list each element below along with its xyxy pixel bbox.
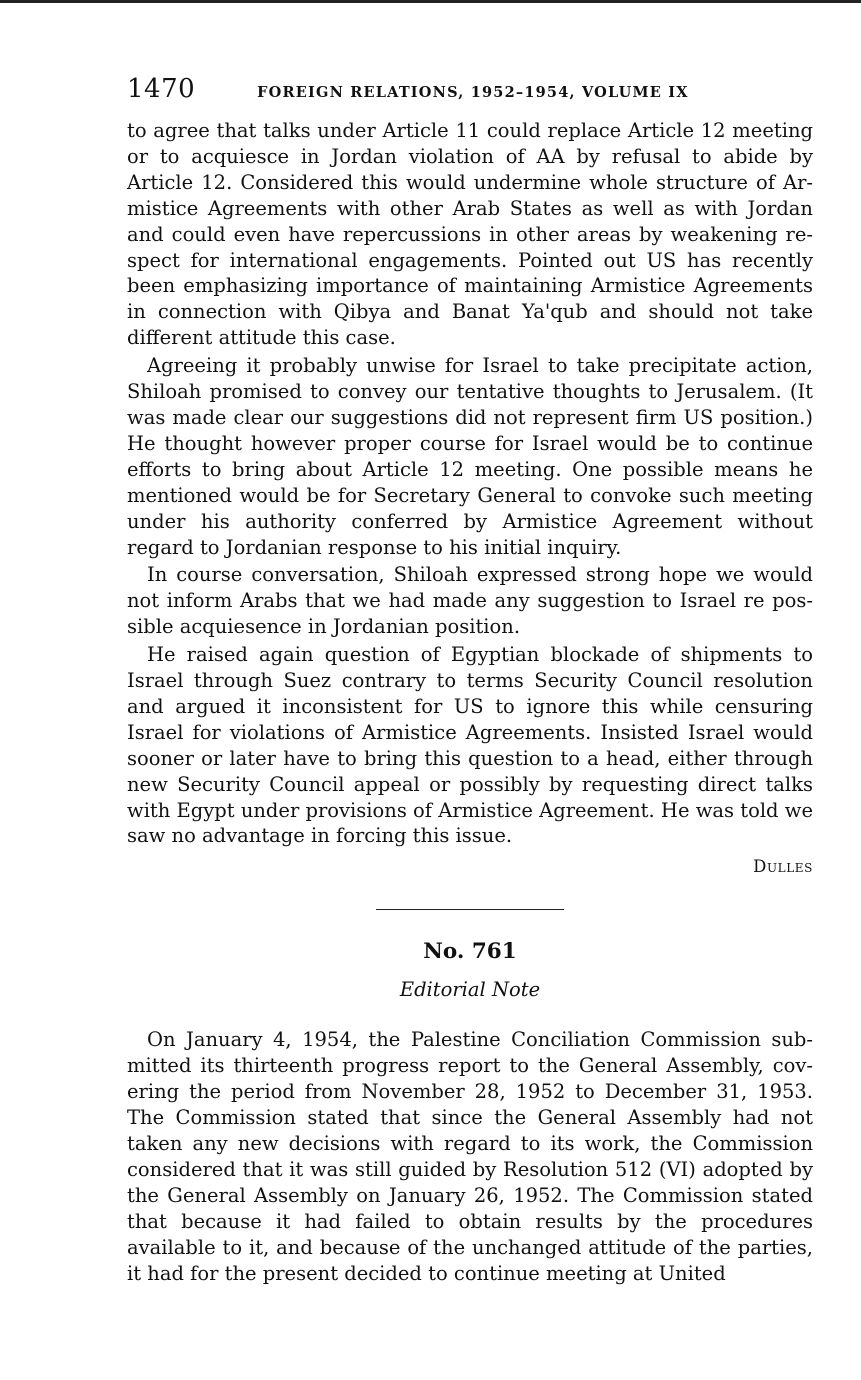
document-page: [127, 74, 813, 1286]
document-number: No. 761: [423, 939, 517, 965]
top-border-rule: [0, 0, 861, 3]
running-head-title: FOREIGN RELATIONS, 1952–1954, VOLUME IX: [257, 84, 689, 101]
body-paragraph: He raised again question of Egyptian blockade of shipments to Israel through Suez contrary to terms Security Council resolution and argued it inconsistent for US to ignore this while censuring Israel for violations of Armistice Agreements. Insisted Israel would sooner or later have to bring this question to a head, either through new Security Council appeal or possibly by requesting direct talks with Egypt under provisions of Armistice Agreement. He was told we saw no advantage in forcing this issue.: [127, 643, 813, 848]
running-head: [127, 74, 813, 110]
page-number: 1470: [127, 74, 196, 104]
body-paragraph: to agree that talks under Article 11 could replace Article 12 meeting or to acquiesce in Jordan violation of AA by refusal to abide by Article 12. Considered this would undermine whole structure of Armistice Agreements with other Arab States as well as with Jordan and could even have repercussions in other areas by weakening respect for international engagements. Pointed out US has recently been emphasizing importance of maintaining Armistice Agreements in connection with Qibya and Banat Ya'qub and should not take different attitude this case.: [127, 119, 813, 350]
body-paragraph: Agreeing it probably unwise for Israel to take precipitate action, Shiloah promised to convey our tentative thoughts to Jerusalem. (It was made clear our suggestions did not represent firm US position.) He thought however proper course for Israel would be to continue efforts to bring about Article 12 meeting. One possible means he mentioned would be for Secretary General to convoke such meeting under his authority conferred by Armistice Agreement without regard to Jordanian response to his initial inquiry.: [127, 354, 813, 559]
document-subtitle: Editorial Note: [399, 978, 541, 1002]
signature: Dulles: [753, 857, 813, 877]
body-paragraph: In course conversation, Shiloah expressed strong hope we would not inform Arabs that we had made any suggestion to Israel re possible acquiesence in Jordanian position.: [127, 563, 813, 639]
section-divider: [376, 909, 564, 910]
editorial-note-paragraph: On January 4, 1954, the Palestine Conciliation Commission submitted its thirteenth progress report to the General Assembly, covering the period from November 28, 1952 to December 31, 1953. The Commission stated that since the General Assembly had not taken any new decisions with regard to its work, the Commission considered that it was still guided by Resolution 512 (VI) adopted by the General Assembly on January 26, 1952. The Commission stated that because it had failed to obtain results by the procedures available to it, and because of the unchanged attitude of the parties, it had for the present decided to continue meeting at United: [127, 1028, 813, 1285]
